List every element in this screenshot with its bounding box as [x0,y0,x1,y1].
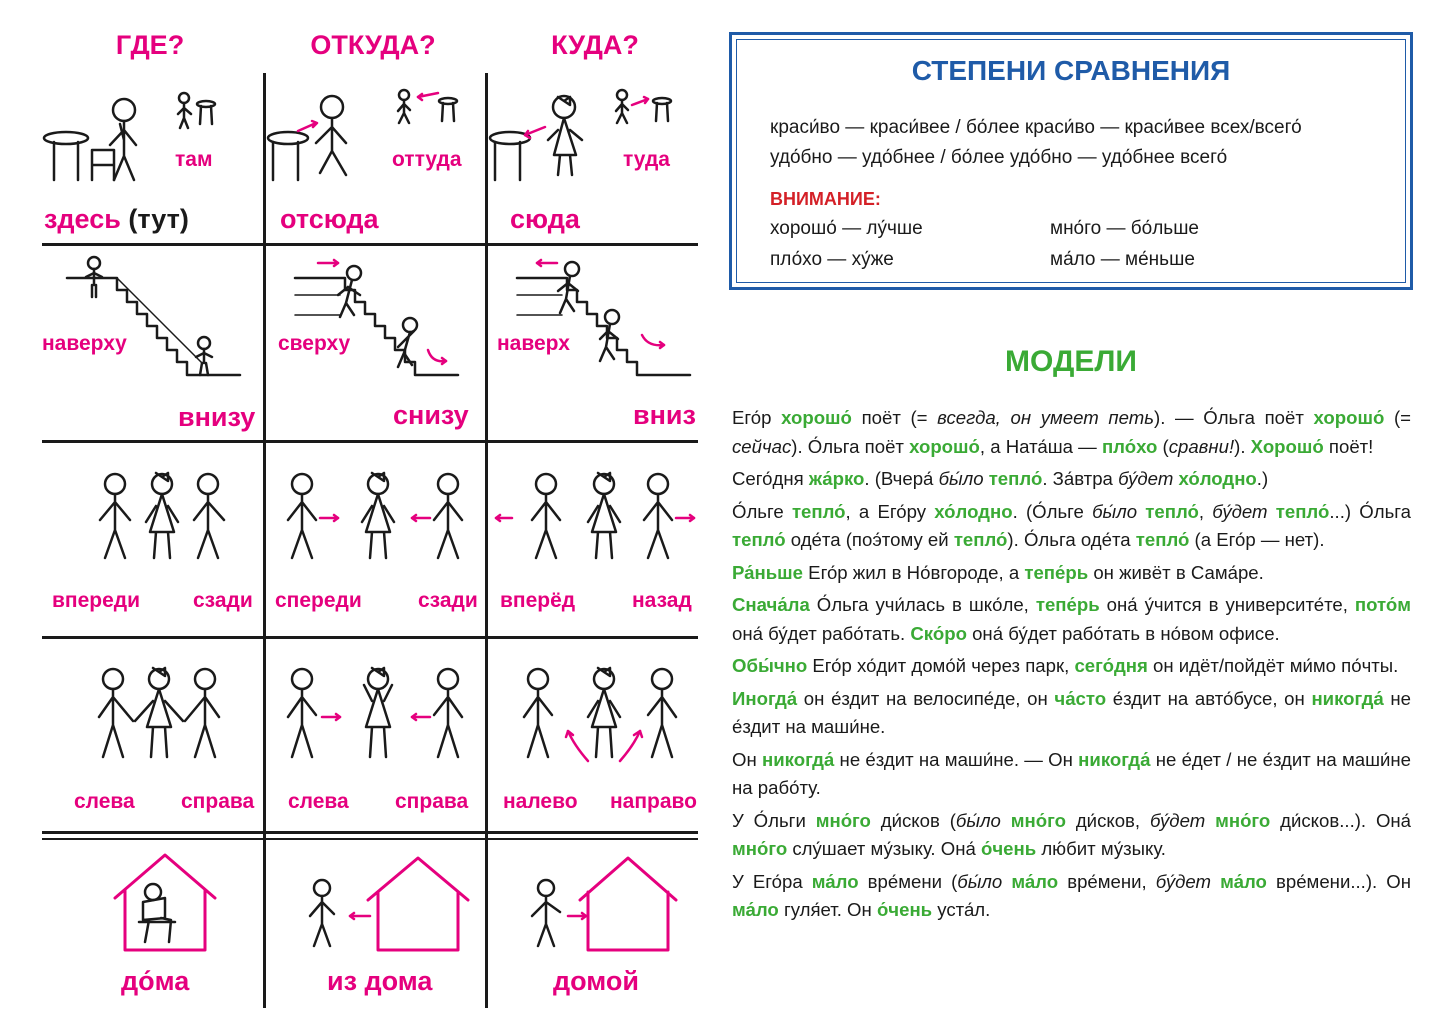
label-on-right: справа [181,790,255,813]
comparison-line-1: краси́во — краси́вее / бо́лее краси́во — краси́вее всех/всего́ [770,117,1302,138]
stairs-upward-illustration [512,255,712,385]
model-text: О́льге [732,500,792,522]
model-text: слу́шает му́зыку. Она́ [787,838,982,859]
model-text: (а Его́р — нет). [1189,529,1325,550]
italic-note: бу́дет [1155,870,1212,892]
highlighted-adverb: хорошо́ [781,407,852,428]
model-text: У Его́ра [732,870,812,892]
label-backward: назад [632,589,692,612]
stairs-up-down-illustration [62,255,262,385]
model-text: ). О́льга поёт [791,435,910,457]
model-text: У О́льги [732,809,816,831]
label-to-there: туда [623,148,670,171]
model-text: ( [1157,435,1169,457]
comparison-title: СТЕПЕНИ СРАВНЕНИЯ [911,55,1231,86]
model-text: он е́здит на велосипе́де, он [797,687,1055,709]
model-text [1268,501,1276,522]
model-text: она́ у́чится в университе́те, [1099,594,1355,615]
highlighted-adverb: пото́м [1354,594,1411,615]
to-there-illustration [490,85,710,195]
highlighted-adverb: хорошо́ [909,435,980,457]
model-text: ). О́льга оде́та [1007,529,1136,550]
highlighted-adverb: хорошо́ [1313,407,1385,428]
label-from-there: оттуда [392,148,462,171]
model-text: , а Ната́ша — [979,435,1102,457]
people-left-right-illustration [85,665,235,765]
highlighted-adverb: о́чень [981,838,1037,859]
model-paragraph [732,404,1411,461]
comparison-pair-4: ма́ло — ме́ньше [1050,249,1195,270]
highlighted-adverb: мно́го [1215,809,1271,831]
highlighted-adverb: тепло́ [1275,500,1330,522]
model-text: поёт! [1323,435,1374,457]
model-paragraph [732,685,1411,742]
label-from-right: справа [395,790,469,813]
highlighted-adverb: тепе́рь [1024,561,1089,583]
model-text: ). — О́льга поёт [1154,407,1314,428]
model-text [1001,810,1011,831]
highlighted-adverb: тепло́ [791,500,846,522]
highlighted-adverb: ма́ло [811,870,859,892]
model-text: . За́втра [1042,468,1119,489]
grid-divider-2 [485,73,488,1008]
highlighted-adverb: ма́ло [1220,870,1267,892]
highlighted-adverb: пло́хо [1101,435,1158,457]
model-text [1211,871,1220,892]
label-ahead: впереди [52,589,141,612]
model-paragraph [732,868,1411,925]
label-here [44,204,189,235]
model-text: . (Вчера́ [864,468,939,489]
model-text: лю́бит му́зыку. [1036,838,1166,859]
label-homeward: домой [553,966,639,996]
models-title: МОДЕЛИ [1005,345,1137,378]
people-forward-back-illustration [492,470,702,565]
label-at-home: до́ма [121,966,190,996]
label-here-alt: (тут) [128,204,189,234]
header-to-where: КУДА? [551,30,639,60]
highlighted-adverb: ча́сто [1054,687,1107,709]
model-text: вре́мени, [1058,870,1156,892]
model-paragraph [732,559,1411,588]
people-ahead-behind-illustration [90,470,240,565]
highlighted-adverb: тепло́ [732,529,786,550]
label-here-word: здесь [44,204,121,234]
models-text [732,404,1411,929]
attention-label: ВНИМАНИЕ: [770,189,881,209]
model-text: ...) О́льга [1329,500,1411,522]
italic-note: бы́ло [1092,500,1138,522]
model-text [1002,871,1011,892]
grid-row-line-1 [42,243,698,246]
model-text: ди́сков...). Она́ [1270,809,1412,831]
highlighted-adverb: никогда́ [1311,687,1384,709]
highlighted-adverb: Ра́ньше [732,561,803,583]
highlighted-adverb: ма́ло [732,899,779,920]
label-from-below: снизу [393,400,469,430]
italic-note: бу́дет [1149,809,1206,831]
label-from-home: из дома [327,966,433,996]
model-text: не е́здит на маши́не. — Он [834,748,1079,770]
model-text: Его́р [732,407,782,428]
highlighted-adverb: о́чень [876,899,933,920]
model-text: уста́л. [932,899,991,920]
grid-row-line-2 [42,440,698,443]
model-paragraph [732,652,1411,681]
model-paragraph [732,465,1411,494]
model-text: он живёт в Сама́ре. [1088,561,1264,583]
model-text: , а Его́ру [845,500,935,522]
grid-row-line-4 [42,831,698,834]
model-text: О́льга учи́лась в шко́ле, [809,594,1036,615]
comparison-line-2: удо́бно — удо́бнее / бо́лее удо́бно — удо́бнее всего́ [770,147,1228,168]
stairs-from-above-illustration [290,255,490,385]
people-from-left-right-illustration [272,665,482,765]
model-text: он идёт/пойдёт ми́мо по́чты. [1147,655,1399,676]
people-to-left-right-illustration [512,665,702,765]
highlighted-adverb: ма́ло [1011,870,1059,892]
model-paragraph [732,807,1411,864]
header-where: ГДЕ? [115,30,185,60]
house-homeward-illustration [518,850,698,955]
label-from-above: сверху [278,332,351,355]
comparison-pair-2: мно́го — бо́льше [1050,218,1200,239]
model-text [1205,810,1215,831]
highlighted-adverb: тепло́ [1135,529,1190,550]
highlighted-adverb: Снача́ла [732,594,810,615]
highlighted-adverb: мно́го [732,838,788,859]
label-to-here: сюда [510,204,580,234]
header-from-where: ОТКУДА? [310,30,436,60]
highlighted-adverb: мно́го [815,809,871,831]
label-upstairs: наверху [42,332,127,355]
model-text: Сего́дня [732,468,809,489]
grid-row-line-4b [42,838,698,840]
model-text: Он [732,748,763,770]
label-upward: наверх [497,332,570,355]
model-text: .) [1256,468,1269,489]
from-there-illustration [268,85,488,195]
model-text: (= [1384,407,1412,428]
highlighted-adverb: Иногда́ [732,687,798,709]
label-behind: сзади [193,589,253,612]
model-text: гуля́ет. Он [778,899,877,920]
comparison-pair-1: хорошо́ — лу́чше [770,218,923,239]
italic-note: бы́ло [938,468,984,489]
italic-note: бу́дет [1212,500,1268,522]
highlighted-adverb: сего́дня [1074,655,1148,676]
label-from-left: слева [288,790,349,813]
highlighted-adverb: никогда́ [1078,748,1151,770]
model-paragraph [732,498,1411,555]
highlighted-adverb: хо́лодно [1178,468,1257,489]
label-from-behind: сзади [418,589,478,612]
house-from-home-illustration [298,850,468,955]
where-there-illustration [44,90,264,200]
highlighted-adverb: никогда́ [762,748,835,770]
italic-note: бы́ло [957,870,1003,892]
label-forward: вперёд [500,589,576,612]
label-to-left: налево [503,790,578,813]
highlighted-adverb: жа́рко [808,468,865,489]
model-paragraph [732,591,1411,648]
highlighted-adverb: хо́лодно [934,500,1013,522]
italic-note: всегда, он умеет петь [937,407,1154,428]
comparison-pair-3: пло́хо — ху́же [770,249,894,270]
label-there: там [175,148,213,171]
model-text: не е́дет / не е́здит на маши́не на рабо́ту. [732,748,1411,798]
model-text: вре́мени...). Он [1266,870,1411,892]
model-text: она́ бу́дет рабо́тать в но́вом офисе. [966,622,1280,644]
model-paragraph [732,746,1411,803]
label-downstairs: внизу [178,402,256,432]
highlighted-adverb: Ско́ро [910,622,967,644]
comparison-box [729,32,1413,290]
model-text: она́ бу́дет рабо́тать. [732,622,911,644]
highlighted-adverb: тепе́рь [1035,594,1100,615]
italic-note: сейчас [732,435,792,457]
model-text: не е́здит на маши́не. [732,687,1411,737]
model-text: е́здит на авто́бусе, он [1106,687,1312,709]
italic-note: бу́дет [1118,468,1174,489]
model-text: ). [1234,435,1251,457]
grid-divider-1 [263,73,266,1008]
highlighted-adverb: тепло́ [953,529,1008,550]
label-on-left: слева [74,790,135,813]
highlighted-adverb: тепло́ [1145,500,1199,522]
house-at-home-illustration [105,850,225,955]
label-to-right: направо [610,790,698,813]
highlighted-adverb: Обы́чно [732,655,808,676]
highlighted-adverb: мно́го [1010,809,1066,831]
label-from-front: спереди [275,589,362,612]
highlighted-adverb: Хорошо́ [1250,435,1324,457]
model-text: вре́мени ( [858,870,958,892]
model-text: поёт (= [851,407,938,428]
model-text: оде́та (поэ́тому ей [785,529,954,550]
model-text: ди́сков ( [870,809,956,831]
people-from-front-back-illustration [272,470,482,565]
model-text: . (О́льге [1012,500,1093,522]
italic-note: сравни! [1168,435,1235,457]
model-text: Его́р жил в Но́вгороде, а [803,561,1025,583]
model-text: Его́р хо́дит домо́й через парк, [807,655,1075,676]
model-text: ди́сков, [1065,809,1150,831]
label-from-here: отсюда [280,204,379,234]
highlighted-adverb: тепло́ [988,468,1043,489]
model-text: , [1198,500,1213,522]
italic-note: бы́ло [955,809,1001,831]
grid-row-line-3 [42,636,698,639]
label-downward: вниз [633,400,696,430]
